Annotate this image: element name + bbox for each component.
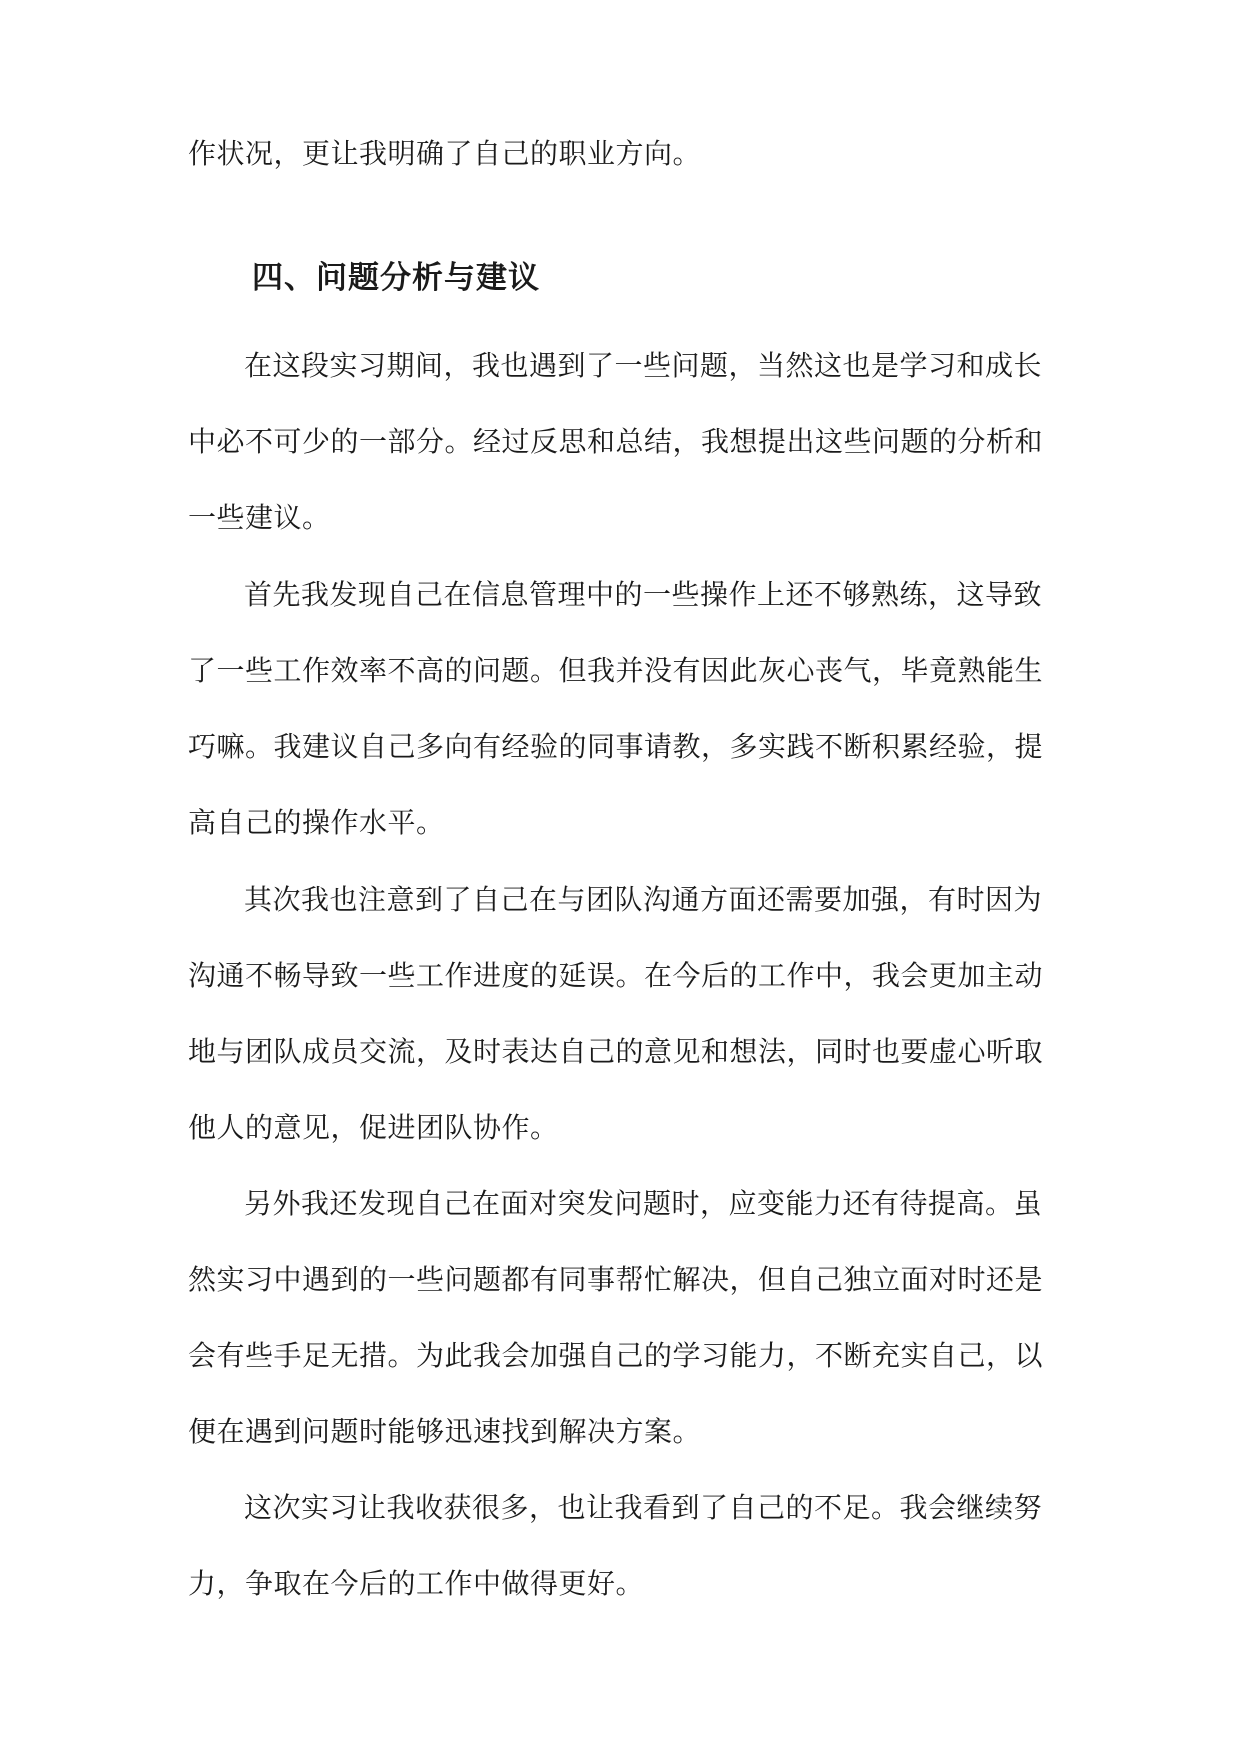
paragraph-5: 这次实习让我收获很多，也让我看到了自己的不足。我会继续努力，争取在今后的工作中做得更好。 [188,1491,1043,1600]
section-heading: 四、问题分析与建议 [252,260,540,296]
paragraph-1: 在这段实习期间，我也遇到了一些问题，当然这也是学习和成长中必不可少的一部分。经过反思和总结，我想提出这些问题的分析和一些建议。 [188,349,1044,534]
continuation-paragraph: 作状况，更让我明确了自己的职业方向。 [188,137,702,170]
paragraph-4: 另外我还发现自己在面对突发问题时，应变能力还有待提高。虽然实习中遇到的一些问题都有同事帮忙解决，但自己独立面对时还是会有些手足无措。为此我会加强自己的学习能力，不断充实自己，以便在遇到问题时能够迅速找到解决方案。 [188,1187,1044,1448]
paragraph-3: 其次我也注意到了自己在与团队沟通方面还需要加强，有时因为沟通不畅导致一些工作进度的延误。在今后的工作中，我会更加主动地与团队成员交流，及时表达自己的意见和想法，同时也要虚心听取他人的意见，促进团队协作。 [188,883,1044,1144]
paragraph-2: 首先我发现自己在信息管理中的一些操作上还不够熟练，这导致了一些工作效率不高的问题。但我并没有因此灰心丧气，毕竟熟能生巧嘛。我建议自己多向有经验的同事请教，多实践不断积累经验，提高自己的操作水平。 [188,578,1044,839]
